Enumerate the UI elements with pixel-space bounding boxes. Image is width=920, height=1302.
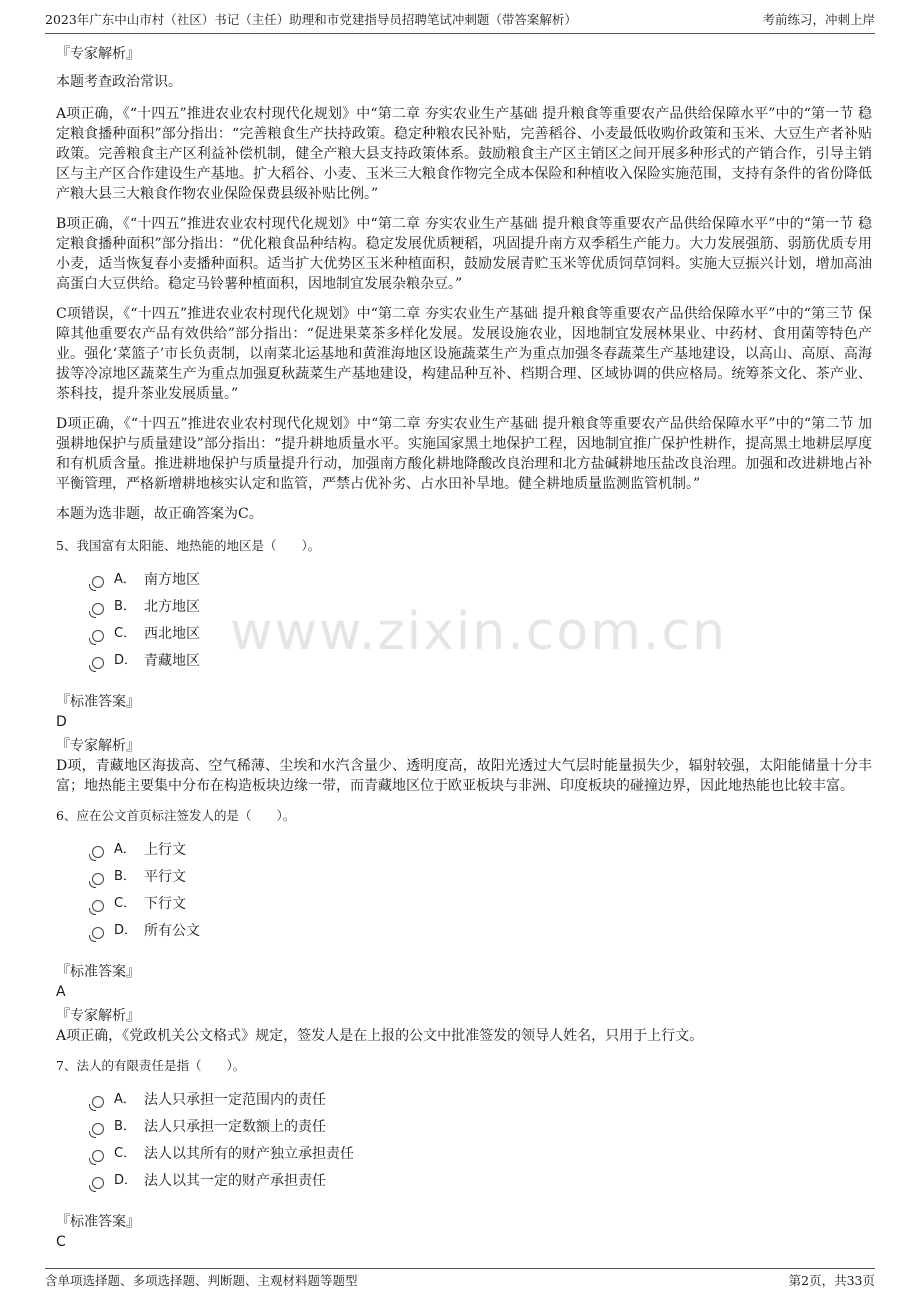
footer-question-types: 含单项选择题、多项选择题、判断题、主观材料题等题型 xyxy=(45,1273,358,1288)
option-d[interactable] xyxy=(92,917,872,944)
header-slogan: 考前练习，冲刺上岸 xyxy=(762,12,875,27)
radio-icon[interactable] xyxy=(92,873,104,885)
option-c[interactable] xyxy=(92,620,872,647)
option-letter: C． xyxy=(114,895,137,911)
option-letter: B． xyxy=(114,868,136,884)
question-stem: 7、法人的有限责任是指（ ）。 xyxy=(56,1058,246,1073)
option-letter: D． xyxy=(114,1172,138,1188)
analysis-para-b: B项正确，《“十四五”推进农业农村现代化规划》中“第二章 夯实农业生产基础 提升粮食等重要农产品供给保障水平”中的“第一节 稳定粮食播种面积”部分指出：“优化粮食品种结构。稳定发展优质粳稻，巩固提升南方双季稻生产能力。大力发展强筋、弱筋优质专用小麦，适当恢复春小麦播种面积。适当扩大优势区玉米种植面积，鼓励发展青贮玉米等优质饲草饲料。实施大豆振兴计划，增加高油高蛋白大豆供给。稳定马铃薯种植面积，因地制宜发展杂粮杂豆。” xyxy=(56,216,872,292)
radio-icon[interactable] xyxy=(92,1123,104,1135)
radio-icon[interactable] xyxy=(92,1150,104,1162)
option-d[interactable] xyxy=(92,647,872,674)
option-text: 法人以其所有的财产独立承担责任 xyxy=(144,1145,354,1162)
option-list xyxy=(92,566,872,674)
option-b[interactable] xyxy=(92,1113,872,1140)
document-title: 2023年广东中山市村（社区）书记（主任）助理和市党建指导员招聘笔试冲刺题（带答案解析） xyxy=(45,12,577,27)
question-stem: 5、我国富有太阳能、地热能的地区是（ ）。 xyxy=(56,538,321,553)
option-letter: B． xyxy=(114,1118,136,1134)
question-stem: 6、应在公文首页标注签发人的是（ ）。 xyxy=(56,808,296,823)
q4-analysis xyxy=(56,44,872,524)
option-text: 法人以其一定的财产承担责任 xyxy=(144,1172,326,1189)
analysis-text: A项正确，《党政机关公文格式》规定，签发人是在上报的公文中批准签发的领导人姓名，只用于上行文。 xyxy=(56,1028,704,1044)
answer-block xyxy=(56,692,872,796)
answer-value: C xyxy=(56,1234,66,1250)
option-a[interactable] xyxy=(92,836,872,863)
option-text: 上行文 xyxy=(144,841,186,858)
answer-label: 『标准答案』 xyxy=(56,1214,140,1230)
analysis-label: 『专家解析』 xyxy=(56,1008,140,1024)
radio-icon[interactable] xyxy=(92,657,104,669)
option-d[interactable] xyxy=(92,1167,872,1194)
answer-value: D xyxy=(56,714,67,730)
analysis-para-c: C项错误，《“十四五”推进农业农村现代化规划》中“第二章 夯实农业生产基础 提升粮食等重要农产品供给保障水平”中的“第三节 保障其他重要农产品有效供给”部分指出：“促进果菜茶多样化发展。发展设施农业，因地制宜发展林果业、中药材、食用菌等特色产业。强化‘菜篮子’市长负责制，以南菜北运基地和黄淮海地区设施蔬菜生产为重点加强冬春蔬菜生产基地建设，以高山、高原、高海拔等冷凉地区蔬菜生产为重点加强夏秋蔬菜生产基地建设，构建品种互补、档期合理、区域协调的供应格局。统筹茶文化、茶产业、茶科技，提升茶业发展质量。” xyxy=(56,306,872,402)
option-c[interactable] xyxy=(92,890,872,917)
question-6 xyxy=(56,806,872,1046)
answer-value: A xyxy=(56,984,66,1000)
option-letter: A． xyxy=(114,571,136,587)
analysis-text: D项，青藏地区海拔高、空气稀薄、尘埃和水汽含量少、透明度高，故阳光透过大气层时能量损失少，辐射较强，太阳能储量十分丰富；地热能主要集中分布在构造板块边缘一带，而青藏地区位于欧亚板块与非洲、印度板块的碰撞边界，因此地热能也比较丰富。 xyxy=(56,758,872,794)
radio-icon[interactable] xyxy=(92,927,104,939)
option-text: 所有公文 xyxy=(144,922,200,939)
question-7 xyxy=(56,1056,872,1252)
option-letter: B． xyxy=(114,598,136,614)
answer-block xyxy=(56,1212,872,1252)
radio-icon[interactable] xyxy=(92,603,104,615)
option-letter: D． xyxy=(114,652,138,668)
answer-label: 『标准答案』 xyxy=(56,964,140,980)
answer-label: 『标准答案』 xyxy=(56,694,140,710)
option-letter: A． xyxy=(114,841,136,857)
option-text: 南方地区 xyxy=(144,571,200,588)
option-letter: C． xyxy=(114,625,137,641)
page-content xyxy=(56,44,872,1256)
analysis-para-a: A项正确，《“十四五”推进农业农村现代化规划》中“第二章 夯实农业生产基础 提升粮食等重要农产品供给保障水平”中的“第一节 稳定粮食播种面积”部分指出：“完善粮食生产扶持政策。稳定种粮农民补贴，完善稻谷、小麦最低收购价政策和玉米、大豆生产者补贴政策。完善粮食主产区利益补偿机制，健全产粮大县支持政策体系。鼓励粮食主产区主销区之间开展多种形式的产销合作，引导主销区与主产区合作建设生产基地。扩大稻谷、小麦、玉米三大粮食作物完全成本保险和种植收入保险实施范围，支持有条件的省份降低产粮大县三大粮食作物农业保险保费县级补贴比例。” xyxy=(56,106,872,202)
page-header xyxy=(45,10,875,34)
option-text: 下行文 xyxy=(144,895,186,912)
radio-icon[interactable] xyxy=(92,576,104,588)
analysis-conclusion: 本题为选非题，故正确答案为C。 xyxy=(56,506,263,522)
page-footer xyxy=(45,1268,875,1292)
radio-icon[interactable] xyxy=(92,900,104,912)
option-letter: A． xyxy=(114,1091,136,1107)
option-a[interactable] xyxy=(92,566,872,593)
radio-icon[interactable] xyxy=(92,1096,104,1108)
page-number: 第2页，共33页 xyxy=(788,1273,875,1288)
watermark: www.zixin.com.cn xyxy=(230,602,727,662)
option-letter: D． xyxy=(114,922,138,938)
option-text: 西北地区 xyxy=(144,625,200,642)
radio-icon[interactable] xyxy=(92,846,104,858)
option-c[interactable] xyxy=(92,1140,872,1167)
option-a[interactable] xyxy=(92,1086,872,1113)
analysis-para-d: D项正确，《“十四五”推进农业农村现代化规划》中“第二章 夯实农业生产基础 提升粮食等重要农产品供给保障水平”中的“第二节 加强耕地保护与质量建设”部分指出：“提升耕地质量水平。实施国家黑土地保护工程，因地制宜推广保护性耕作，提高黑土地耕层厚度和有机质含量。推进耕地保护与质量提升行动，加强南方酸化耕地降酸改良治理和北方盐碱耕地压盐改良治理。加强和改进耕地占补平衡管理，严格新增耕地核实认定和监管，严禁占优补劣、占水田补旱地。健全耕地质量监测监管机制。” xyxy=(56,416,872,492)
radio-icon[interactable] xyxy=(92,1177,104,1189)
option-list xyxy=(92,1086,872,1194)
option-text: 平行文 xyxy=(144,868,186,885)
analysis-label: 『专家解析』 xyxy=(56,738,140,754)
option-letter: C． xyxy=(114,1145,137,1161)
radio-icon[interactable] xyxy=(92,630,104,642)
option-b[interactable] xyxy=(92,593,872,620)
option-b[interactable] xyxy=(92,863,872,890)
analysis-label: 『专家解析』 xyxy=(56,46,140,62)
option-text: 法人只承担一定范围内的责任 xyxy=(144,1091,326,1108)
question-5 xyxy=(56,536,872,796)
option-text: 法人只承担一定数额上的责任 xyxy=(144,1118,326,1135)
option-text: 北方地区 xyxy=(144,598,200,615)
option-text: 青藏地区 xyxy=(144,652,200,669)
answer-block xyxy=(56,962,872,1046)
analysis-intro: 本题考查政治常识。 xyxy=(56,74,182,90)
option-list xyxy=(92,836,872,944)
